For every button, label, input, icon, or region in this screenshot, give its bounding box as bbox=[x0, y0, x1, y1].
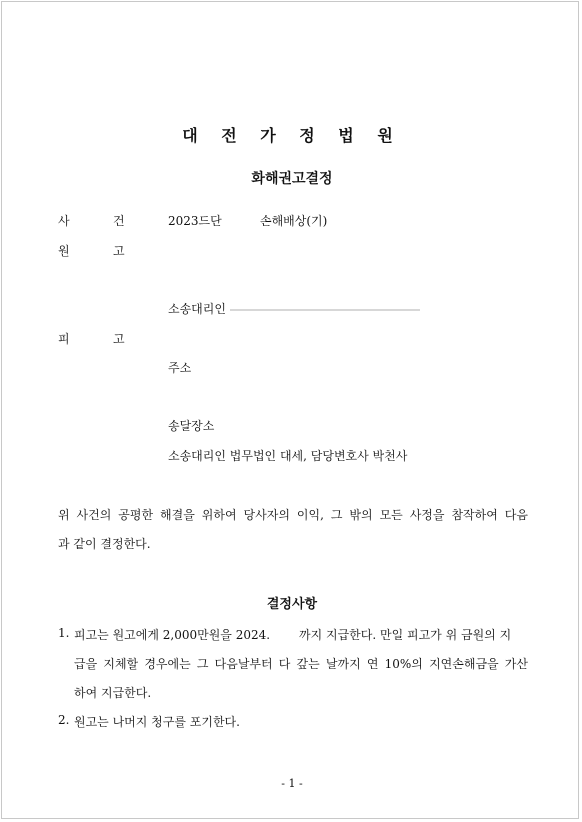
intro-line-2: 과 같이 결정한다. bbox=[58, 537, 151, 551]
plaintiff-label-1: 원 bbox=[58, 244, 70, 258]
page-number: - 1 - bbox=[281, 777, 303, 790]
plaintiff-agent-row bbox=[168, 300, 420, 317]
redacted-text bbox=[230, 309, 420, 311]
defendant-service-label: 송달장소 bbox=[168, 419, 215, 433]
court-name: 대 전 가 정 법 원 bbox=[182, 126, 402, 145]
item-1-line-2: 급을 지체할 경우에는 그 다음날부터 다 갚는 날까지 연 10%의 지연손해금을 가산 bbox=[74, 657, 528, 671]
case-label-2: 건 bbox=[113, 214, 125, 228]
item-1-line-1a: 피고는 원고에게 2,000만원을 2024. bbox=[74, 628, 271, 642]
document-page bbox=[1, 1, 579, 819]
case-name: 손해배상(기) bbox=[260, 214, 328, 228]
defendant-label-1: 피 bbox=[58, 332, 70, 346]
item-1-line-3: 하여 지급한다. bbox=[74, 686, 152, 700]
defendant-address-label: 주소 bbox=[168, 361, 192, 375]
case-number: 2023드단 bbox=[168, 214, 222, 228]
intro-line-1: 위 사건의 공평한 해결을 위하여 당사자의 이익, 그 밖의 모든 사정을 참작하여 다음 bbox=[58, 508, 528, 522]
item-2-text: 원고는 나머지 청구를 포기한다. bbox=[74, 715, 240, 729]
defendant-label-2: 고 bbox=[113, 332, 125, 346]
decision-heading: 결정사항 bbox=[266, 597, 318, 612]
item-1-line-1b: 까지 지급한다. 만일 피고가 위 금원의 지 bbox=[299, 628, 512, 642]
plaintiff-label-2: 고 bbox=[113, 244, 125, 258]
item-1-number: 1. bbox=[58, 626, 70, 640]
item-2-number: 2. bbox=[58, 713, 70, 727]
plaintiff-agent-label: 소송대리인 bbox=[168, 302, 226, 316]
document-title: 화해권고결정 bbox=[251, 171, 333, 187]
case-label-1: 사 bbox=[58, 214, 70, 228]
defendant-agent-text: 소송대리인 법무법인 대세, 담당변호사 박천사 bbox=[168, 449, 408, 463]
